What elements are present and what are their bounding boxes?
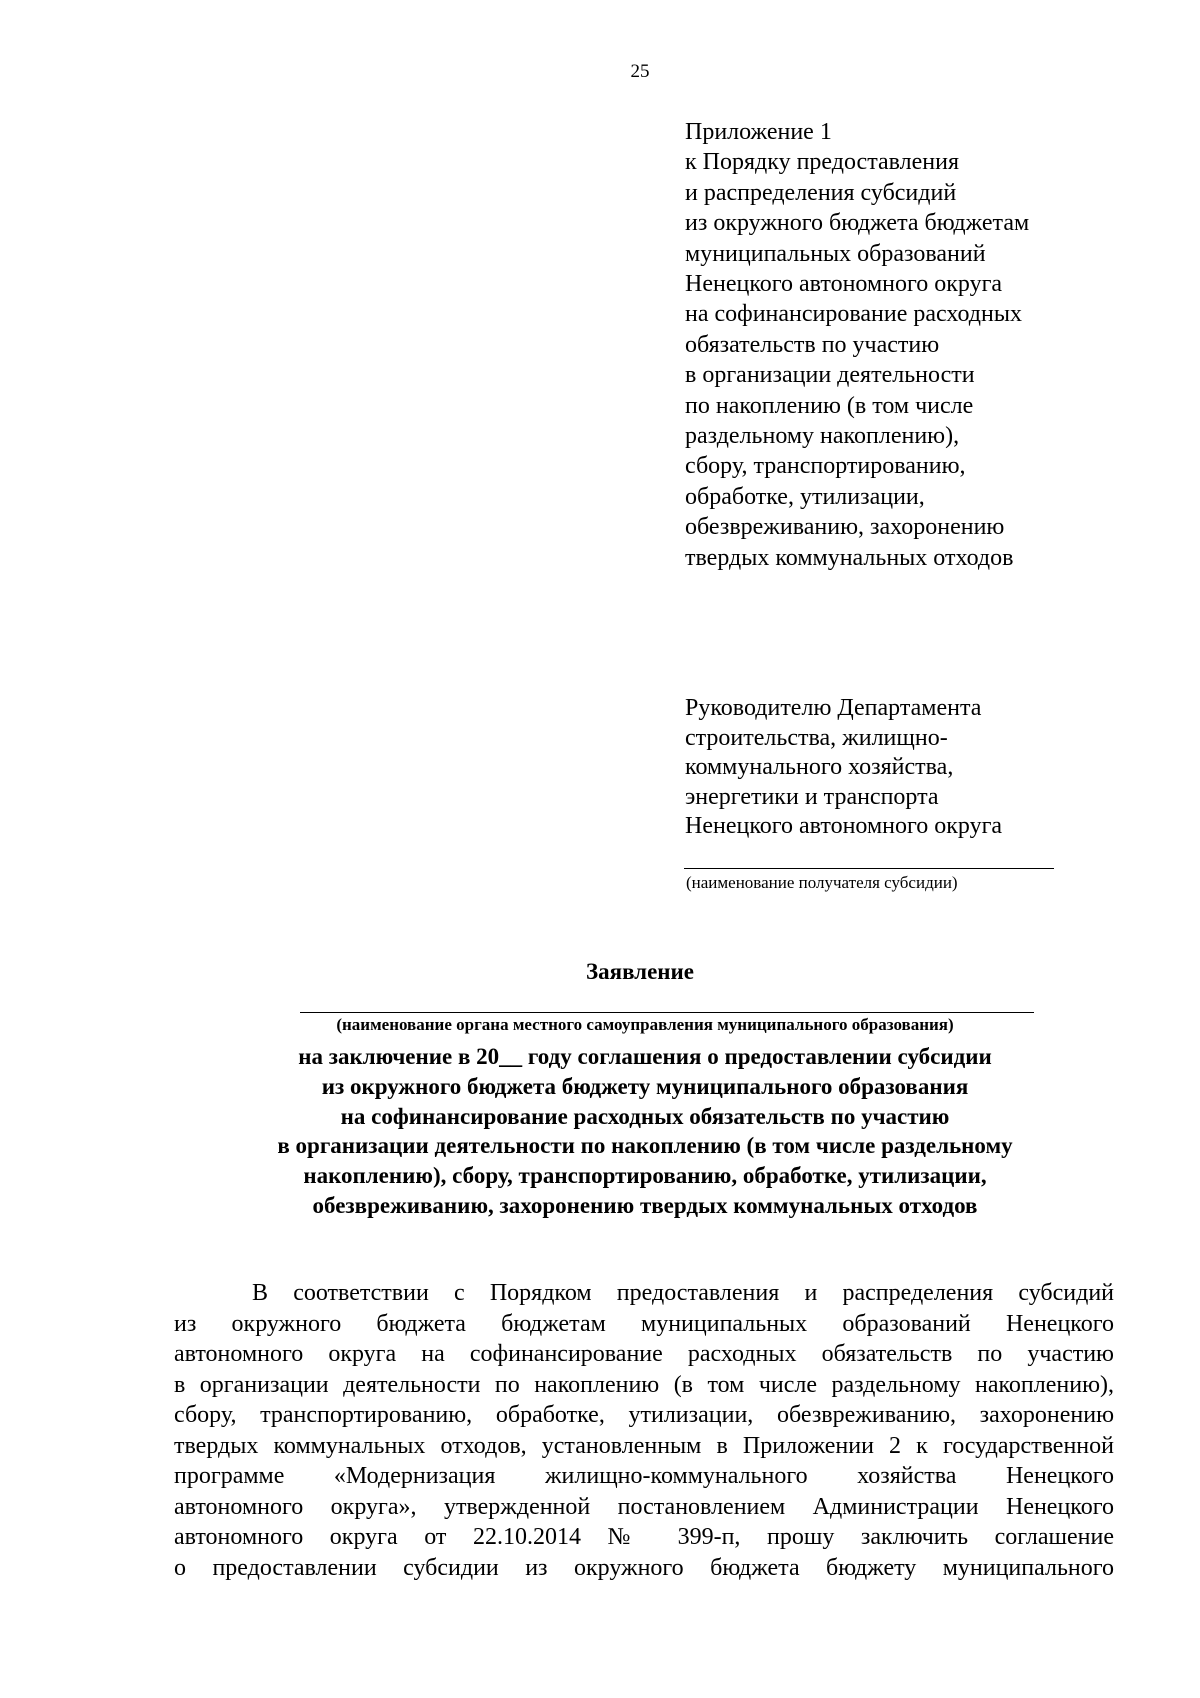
org-caption: (наименование органа местного самоуправления муниципального образования) [336, 1015, 954, 1034]
appendix-line: к Порядку предоставления [685, 149, 960, 176]
org-fill-line [300, 1012, 1034, 1013]
statement-subject [0, 1042, 1200, 1221]
appendix-header [685, 117, 1125, 573]
addressee-line: Руководителю Департамента [685, 695, 982, 721]
subject-line: на заключение в 20__ году соглашения о предоставлении субсидии [298, 1044, 992, 1069]
addressee-block [685, 694, 1125, 842]
addressee-line: энергетики и транспорта [685, 783, 939, 810]
appendix-line: на софинансирование расходных [685, 301, 1022, 328]
appendix-line: по накоплению (в том числе [685, 392, 974, 419]
appendix-line: обработке, утилизации, [685, 483, 925, 510]
body-line: автономного округа на софинансирование расходных обязательств по участию [174, 1341, 1114, 1367]
body-paragraph [174, 1278, 1114, 1583]
recipient-fill-line [684, 868, 1054, 869]
addressee-line: строительства, жилищно- [685, 724, 948, 751]
subject-line: из окружного бюджета бюджету муниципального образования [321, 1073, 969, 1099]
body-line: автономного округа от 22.10.2014 № 399-п, прошу заключить соглашение [174, 1524, 1114, 1550]
appendix-line: в организации деятельности [685, 362, 975, 389]
body-line: сбору, транспортированию, обработке, утилизации, обезвреживанию, захоронению [174, 1402, 1114, 1428]
addressee-line: коммунального хозяйства, [685, 754, 954, 780]
statement-title: Заявление [585, 959, 695, 984]
appendix-line: обезвреживанию, захоронению [685, 514, 1005, 541]
appendix-line: Ненецкого автономного округа [685, 271, 1003, 298]
body-line: автономного округа», утвержденной постановлением Администрации Ненецкого [174, 1493, 1114, 1520]
appendix-line: сбору, транспортированию, [685, 453, 966, 480]
addressee-line: Ненецкого автономного округа [685, 813, 1003, 839]
body-line: из окружного бюджета бюджетам муниципальных образований Ненецкого [174, 1310, 1114, 1337]
subject-line: на софинансирование расходных обязательств по участию [340, 1103, 950, 1129]
appendix-line: Приложение 1 [685, 119, 832, 145]
appendix-line: муниципальных образований [685, 240, 986, 267]
appendix-line: раздельному накоплению), [685, 423, 960, 450]
body-line: в организации деятельности по накоплению (в том числе раздельному накоплению), [174, 1371, 1114, 1398]
appendix-line: и распределения субсидий [685, 179, 957, 206]
subject-line: в организации деятельности по накоплению (в том числе раздельному [277, 1133, 1013, 1159]
appendix-line: твердых коммунальных отходов [685, 544, 1014, 571]
body-line: о предоставлении субсидии из окружного бюджета бюджету муниципального [174, 1554, 1114, 1581]
appendix-line: из окружного бюджета бюджетам [685, 210, 1030, 237]
body-line: В соответствии с Порядком предоставления и распределения субсидий [252, 1280, 1114, 1306]
subject-line: обезвреживанию, захоронению твердых коммунальных отходов [312, 1192, 978, 1218]
recipient-caption: (наименование получателя субсидии) [686, 873, 958, 892]
body-line: программе «Модернизация жилищно-коммунального хозяйства Ненецкого [174, 1463, 1114, 1489]
body-line: твердых коммунальных отходов, установленным в Приложении 2 к государственной [174, 1432, 1114, 1459]
subject-line: накоплению), сбору, транспортированию, обработке, утилизации, [303, 1163, 987, 1189]
appendix-line: обязательств по участию [685, 331, 940, 358]
page-number: 25 [630, 61, 650, 82]
